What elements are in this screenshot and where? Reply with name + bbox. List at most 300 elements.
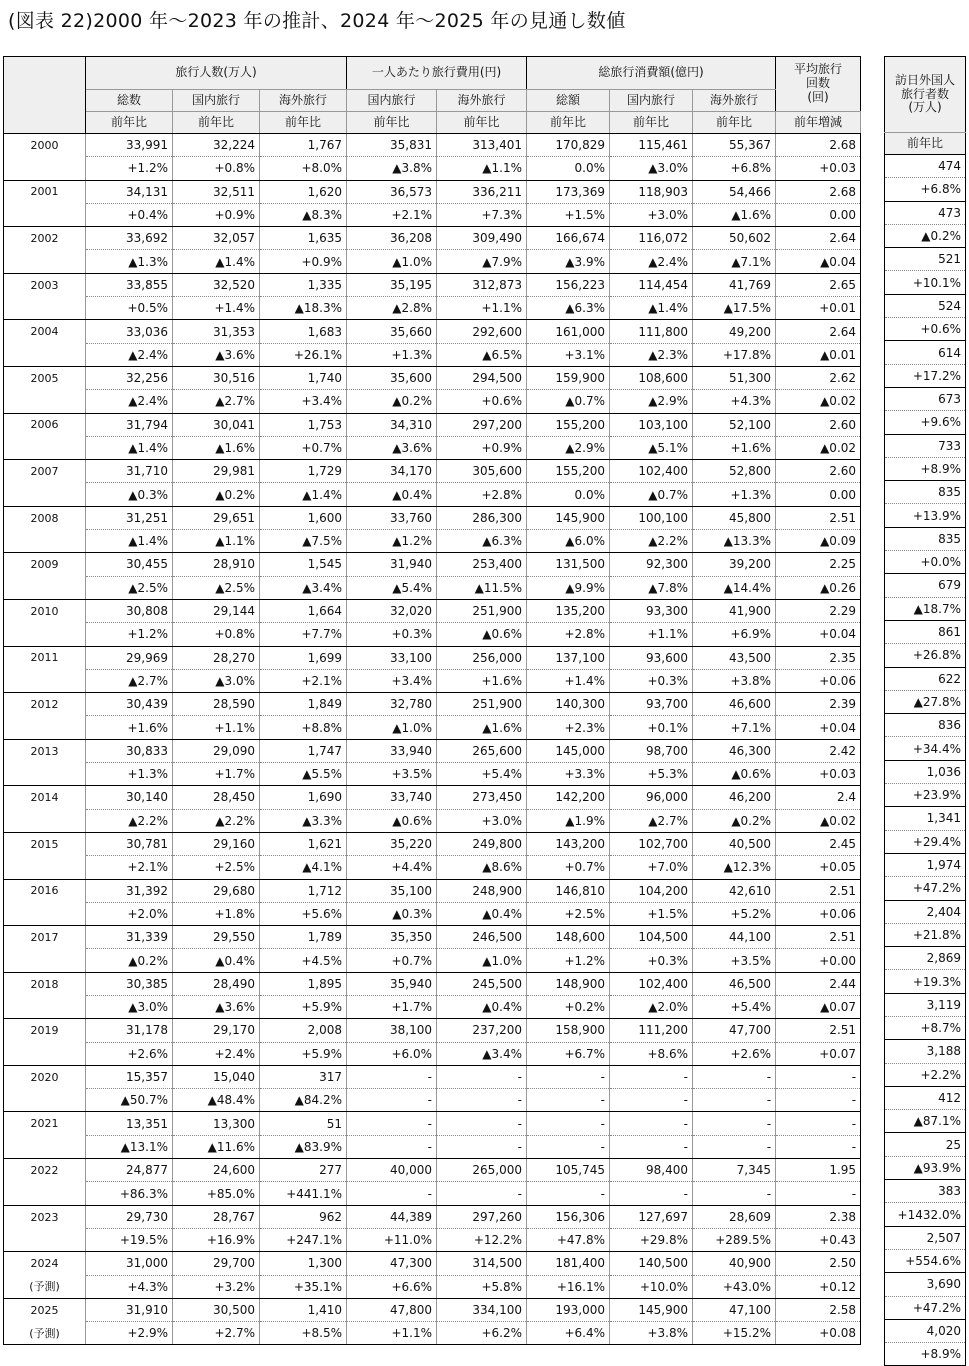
- change-cell: +2.7%: [173, 1322, 260, 1345]
- change-cell: +16.9%: [173, 1228, 260, 1251]
- change-cell: ▲2.9%: [527, 436, 610, 459]
- change-cell: +3.5%: [693, 949, 776, 972]
- value-cell: 36,573: [347, 180, 437, 203]
- change-cell: +4.4%: [347, 856, 437, 879]
- value-cell: 1,767: [260, 134, 347, 157]
- visitors-change-cell: +21.8%: [885, 923, 966, 946]
- visitors-change-cell: ▲93.9%: [885, 1156, 966, 1179]
- value-cell: 24,877: [86, 1159, 173, 1182]
- value-cell: 29,144: [173, 599, 260, 622]
- change-cell: +5.2%: [693, 902, 776, 925]
- value-cell: 1,849: [260, 693, 347, 716]
- change-cell: +35.1%: [260, 1275, 347, 1298]
- value-cell: 2.4: [776, 786, 861, 809]
- visitors-change-cell: ▲0.2%: [885, 224, 966, 247]
- side-row-value: [885, 201, 966, 224]
- visitors-change-cell: +9.6%: [885, 411, 966, 434]
- change-cell: +6.2%: [437, 1322, 527, 1345]
- side-row-value: [885, 993, 966, 1016]
- change-cell: ▲1.3%: [86, 250, 173, 273]
- change-cell: ▲3.6%: [173, 995, 260, 1018]
- value-cell: -: [437, 1065, 527, 1088]
- value-cell: 2.64: [776, 227, 861, 250]
- value-cell: -: [693, 1065, 776, 1088]
- visitors-change-cell: +26.8%: [885, 644, 966, 667]
- value-cell: 49,200: [693, 320, 776, 343]
- value-cell: 104,500: [610, 926, 693, 949]
- change-cell: +1.3%: [693, 483, 776, 506]
- change-cell: ▲0.4%: [437, 902, 527, 925]
- change-cell: +0.7%: [527, 856, 610, 879]
- side-row-value: [885, 574, 966, 597]
- change-cell: +1.1%: [437, 297, 527, 320]
- change-cell: +0.4%: [86, 203, 173, 226]
- year-cell: 2003: [4, 273, 86, 296]
- yoy-header: 前年比: [885, 133, 966, 155]
- value-cell: 33,036: [86, 320, 173, 343]
- value-cell: 51: [260, 1112, 347, 1135]
- table-row-change: [4, 623, 861, 646]
- value-cell: 1,620: [260, 180, 347, 203]
- value-cell: 40,900: [693, 1252, 776, 1275]
- value-cell: 334,100: [437, 1298, 527, 1321]
- change-cell: ▲0.3%: [347, 902, 437, 925]
- change-cell: +7.7%: [260, 623, 347, 646]
- value-cell: -: [776, 1112, 861, 1135]
- change-cell: +0.04: [776, 623, 861, 646]
- side-row-value: [885, 947, 966, 970]
- year-note-cell: [4, 1182, 86, 1205]
- visitors-change-cell: +8.9%: [885, 1343, 966, 1366]
- visitors-change-cell: +0.0%: [885, 551, 966, 574]
- value-cell: 2.35: [776, 646, 861, 669]
- year-note-cell: [4, 436, 86, 459]
- value-cell: 2.60: [776, 413, 861, 436]
- change-cell: ▲3.6%: [347, 436, 437, 459]
- value-cell: 155,200: [527, 413, 610, 436]
- visitors-cell: 836: [885, 714, 966, 737]
- change-cell: ▲5.5%: [260, 763, 347, 786]
- value-cell: 1,545: [260, 553, 347, 576]
- value-cell: 31,910: [86, 1298, 173, 1321]
- change-cell: -: [437, 1182, 527, 1205]
- visitors-cell: 412: [885, 1086, 966, 1109]
- change-cell: ▲5.4%: [347, 576, 437, 599]
- table-row-change: [4, 157, 861, 180]
- value-cell: 314,500: [437, 1252, 527, 1275]
- group-header-total-spending: 総旅行消費額(億円): [527, 57, 776, 90]
- change-cell: +247.1%: [260, 1228, 347, 1251]
- change-cell: ▲4.1%: [260, 856, 347, 879]
- visitors-change-cell: +10.1%: [885, 271, 966, 294]
- value-cell: 145,000: [527, 739, 610, 762]
- value-cell: 265,000: [437, 1159, 527, 1182]
- table-row-value: [4, 273, 861, 296]
- year-note-cell: (予測): [4, 1322, 86, 1345]
- change-cell: ▲0.2%: [693, 809, 776, 832]
- value-cell: 28,910: [173, 553, 260, 576]
- year-cell: 2011: [4, 646, 86, 669]
- value-cell: 30,455: [86, 553, 173, 576]
- value-cell: 46,600: [693, 693, 776, 716]
- change-cell: ▲9.9%: [527, 576, 610, 599]
- year-cell: 2017: [4, 926, 86, 949]
- value-cell: 34,310: [347, 413, 437, 436]
- change-cell: ▲3.4%: [260, 576, 347, 599]
- change-cell: +19.5%: [86, 1228, 173, 1251]
- value-cell: 156,223: [527, 273, 610, 296]
- change-cell: +0.04: [776, 716, 861, 739]
- change-cell: ▲0.2%: [347, 390, 437, 413]
- value-cell: -: [776, 1065, 861, 1088]
- change-cell: +1.6%: [86, 716, 173, 739]
- value-cell: 142,200: [527, 786, 610, 809]
- table-row-change: [4, 995, 861, 1018]
- value-cell: 273,450: [437, 786, 527, 809]
- table-row-value: [4, 599, 861, 622]
- table-row-value: [4, 506, 861, 529]
- table-row-change: [4, 483, 861, 506]
- value-cell: 28,590: [173, 693, 260, 716]
- change-cell: +289.5%: [693, 1228, 776, 1251]
- change-cell: +2.1%: [260, 669, 347, 692]
- change-cell: ▲2.7%: [86, 669, 173, 692]
- change-cell: -: [610, 1089, 693, 1112]
- value-cell: 1,635: [260, 227, 347, 250]
- change-cell: ▲18.3%: [260, 297, 347, 320]
- change-cell: ▲1.4%: [610, 297, 693, 320]
- change-cell: ▲84.2%: [260, 1089, 347, 1112]
- change-cell: +1.7%: [347, 995, 437, 1018]
- change-cell: ▲0.3%: [86, 483, 173, 506]
- table-row-value: [4, 1159, 861, 1182]
- year-note-cell: [4, 669, 86, 692]
- value-cell: 245,500: [437, 972, 527, 995]
- table-row-value: [4, 180, 861, 203]
- change-cell: +2.9%: [86, 1322, 173, 1345]
- value-cell: 54,466: [693, 180, 776, 203]
- visitors-change-cell: +47.2%: [885, 877, 966, 900]
- value-cell: 40,500: [693, 832, 776, 855]
- year-cell: 2015: [4, 832, 86, 855]
- change-cell: +1.8%: [173, 902, 260, 925]
- table-row-change: [4, 1135, 861, 1158]
- change-cell: ▲1.4%: [86, 436, 173, 459]
- value-cell: 38,100: [347, 1019, 437, 1042]
- group-header-travelers: 旅行人数(万人): [86, 57, 347, 90]
- change-cell: +5.8%: [437, 1275, 527, 1298]
- value-cell: 45,800: [693, 506, 776, 529]
- value-cell: 33,940: [347, 739, 437, 762]
- change-cell: +1.4%: [527, 669, 610, 692]
- value-cell: -: [527, 1112, 610, 1135]
- change-cell: ▲0.4%: [347, 483, 437, 506]
- change-cell: -: [527, 1135, 610, 1158]
- side-row-value: [885, 248, 966, 271]
- change-cell: +0.00: [776, 949, 861, 972]
- value-cell: -: [347, 1065, 437, 1088]
- value-cell: 32,780: [347, 693, 437, 716]
- visitors-cell: 679: [885, 574, 966, 597]
- visitors-change-cell: +1432.0%: [885, 1203, 966, 1226]
- side-header: 訪日外国人 旅行者数 (万人): [885, 57, 966, 133]
- change-cell: +16.1%: [527, 1275, 610, 1298]
- change-cell: ▲13.1%: [86, 1135, 173, 1158]
- value-cell: -: [347, 1112, 437, 1135]
- change-cell: 0.00: [776, 203, 861, 226]
- value-cell: 31,392: [86, 879, 173, 902]
- table-row-change: [4, 576, 861, 599]
- sub-header-overseas: 海外旅行: [693, 90, 776, 112]
- value-cell: 35,940: [347, 972, 437, 995]
- side-row-change: [885, 1296, 966, 1319]
- visitors-cell: 25: [885, 1133, 966, 1156]
- year-cell: 2008: [4, 506, 86, 529]
- change-cell: ▲3.0%: [173, 669, 260, 692]
- value-cell: 31,794: [86, 413, 173, 436]
- value-cell: 102,400: [610, 972, 693, 995]
- change-cell: +3.1%: [527, 343, 610, 366]
- yoy-header: 前年比: [527, 112, 610, 134]
- change-cell: ▲6.0%: [527, 530, 610, 553]
- table-row-value: [4, 879, 861, 902]
- value-cell: 156,306: [527, 1205, 610, 1228]
- side-row-change: [885, 1063, 966, 1086]
- value-cell: 173,369: [527, 180, 610, 203]
- visitors-change-cell: +8.7%: [885, 1016, 966, 1039]
- year-note-cell: [4, 203, 86, 226]
- value-cell: 1,729: [260, 460, 347, 483]
- visitors-cell: 4,020: [885, 1319, 966, 1342]
- side-row-value: [885, 481, 966, 504]
- side-row-change: [885, 551, 966, 574]
- value-cell: 96,000: [610, 786, 693, 809]
- change-cell: +2.5%: [173, 856, 260, 879]
- side-row-value: [885, 1133, 966, 1156]
- table-row-value: [4, 646, 861, 669]
- change-cell: ▲0.2%: [173, 483, 260, 506]
- side-row-change: [885, 597, 966, 620]
- change-cell: +1.4%: [173, 297, 260, 320]
- year-note-cell: [4, 995, 86, 1018]
- side-row-change: [885, 1016, 966, 1039]
- value-cell: 41,900: [693, 599, 776, 622]
- value-cell: 33,991: [86, 134, 173, 157]
- change-cell: +0.43: [776, 1228, 861, 1251]
- visitors-cell: 1,036: [885, 760, 966, 783]
- year-cell: 2018: [4, 972, 86, 995]
- change-cell: ▲1.1%: [437, 157, 527, 180]
- stats-table: [3, 56, 861, 1345]
- change-cell: +0.6%: [437, 390, 527, 413]
- side-row-value: [885, 527, 966, 550]
- value-cell: 2.51: [776, 879, 861, 902]
- visitors-cell: 383: [885, 1180, 966, 1203]
- value-cell: 15,357: [86, 1065, 173, 1088]
- side-row-change: [885, 318, 966, 341]
- value-cell: 32,057: [173, 227, 260, 250]
- value-cell: 34,170: [347, 460, 437, 483]
- value-cell: 30,439: [86, 693, 173, 716]
- table-row-value: [4, 739, 861, 762]
- change-cell: ▲14.4%: [693, 576, 776, 599]
- change-cell: +0.05: [776, 856, 861, 879]
- change-cell: ▲3.8%: [347, 157, 437, 180]
- value-cell: 31,251: [86, 506, 173, 529]
- table-row-change: [4, 1182, 861, 1205]
- side-row-value: [885, 853, 966, 876]
- year-note-cell: [4, 809, 86, 832]
- value-cell: 31,710: [86, 460, 173, 483]
- change-cell: +1.3%: [86, 763, 173, 786]
- visitors-cell: 3,188: [885, 1040, 966, 1063]
- side-row-change: [885, 1249, 966, 1272]
- change-cell: ▲0.4%: [437, 995, 527, 1018]
- change-cell: +1.1%: [610, 623, 693, 646]
- change-cell: +4.5%: [260, 949, 347, 972]
- value-cell: 28,270: [173, 646, 260, 669]
- side-row-change: [885, 1110, 966, 1133]
- visitors-cell: 2,869: [885, 947, 966, 970]
- value-cell: 7,345: [693, 1159, 776, 1182]
- change-cell: +2.8%: [527, 623, 610, 646]
- change-cell: +10.0%: [610, 1275, 693, 1298]
- change-cell: +1.7%: [173, 763, 260, 786]
- table-row-value: [4, 1298, 861, 1321]
- value-cell: 145,900: [527, 506, 610, 529]
- year-note-cell: (予測): [4, 1275, 86, 1298]
- table-row-value: [4, 972, 861, 995]
- year-note-cell: [4, 623, 86, 646]
- year-note-cell: [4, 716, 86, 739]
- sub-header-domestic: 国内旅行: [173, 90, 260, 112]
- value-cell: 98,700: [610, 739, 693, 762]
- value-cell: 41,769: [693, 273, 776, 296]
- change-cell: +0.03: [776, 157, 861, 180]
- value-cell: 148,900: [527, 972, 610, 995]
- change-cell: +0.9%: [437, 436, 527, 459]
- value-cell: 118,903: [610, 180, 693, 203]
- value-cell: 256,000: [437, 646, 527, 669]
- change-cell: ▲1.9%: [527, 809, 610, 832]
- change-cell: +0.1%: [610, 716, 693, 739]
- value-cell: 265,600: [437, 739, 527, 762]
- value-cell: 46,500: [693, 972, 776, 995]
- year-cell: 2021: [4, 1112, 86, 1135]
- value-cell: 92,300: [610, 553, 693, 576]
- value-cell: 2.42: [776, 739, 861, 762]
- yoy-header: 前年比: [173, 112, 260, 134]
- value-cell: 181,400: [527, 1252, 610, 1275]
- change-cell: +0.12: [776, 1275, 861, 1298]
- value-cell: 35,600: [347, 366, 437, 389]
- visitors-change-cell: +13.9%: [885, 504, 966, 527]
- side-row-value: [885, 1180, 966, 1203]
- table-row-change: [4, 902, 861, 925]
- value-cell: 33,100: [347, 646, 437, 669]
- change-cell: +1.2%: [86, 623, 173, 646]
- side-row-change: [885, 224, 966, 247]
- year-cell: 2010: [4, 599, 86, 622]
- year-cell: 2009: [4, 553, 86, 576]
- change-cell: +5.6%: [260, 902, 347, 925]
- visitors-change-cell: +23.9%: [885, 784, 966, 807]
- change-cell: +0.8%: [173, 623, 260, 646]
- change-cell: ▲0.6%: [437, 623, 527, 646]
- change-cell: -: [437, 1135, 527, 1158]
- change-cell: ▲2.7%: [173, 390, 260, 413]
- change-cell: +6.7%: [527, 1042, 610, 1065]
- year-cell: 2022: [4, 1159, 86, 1182]
- change-cell: ▲11.5%: [437, 576, 527, 599]
- year-note-cell: [4, 250, 86, 273]
- table-row-value: [4, 832, 861, 855]
- value-cell: 114,454: [610, 273, 693, 296]
- value-cell: 127,697: [610, 1205, 693, 1228]
- change-cell: +0.7%: [347, 949, 437, 972]
- change-cell: +1.1%: [173, 716, 260, 739]
- change-cell: ▲2.5%: [86, 576, 173, 599]
- value-cell: 102,700: [610, 832, 693, 855]
- change-cell: +2.5%: [527, 902, 610, 925]
- visitors-change-cell: +6.8%: [885, 178, 966, 201]
- change-cell: +12.2%: [437, 1228, 527, 1251]
- value-cell: 2.62: [776, 366, 861, 389]
- value-cell: 98,400: [610, 1159, 693, 1182]
- value-cell: 13,351: [86, 1112, 173, 1135]
- change-cell: +3.8%: [610, 1322, 693, 1345]
- change-cell: ▲0.2%: [86, 949, 173, 972]
- table-row-change: [4, 1228, 861, 1251]
- change-cell: ▲1.4%: [173, 250, 260, 273]
- value-cell: 166,674: [527, 227, 610, 250]
- corner-cell: [4, 57, 86, 134]
- table-row-value: [4, 460, 861, 483]
- table-row-change: [4, 763, 861, 786]
- value-cell: 286,300: [437, 506, 527, 529]
- change-cell: +2.1%: [347, 203, 437, 226]
- year-note-cell: [4, 949, 86, 972]
- table-row-value: [4, 693, 861, 716]
- change-cell: +85.0%: [173, 1182, 260, 1205]
- value-cell: 47,800: [347, 1298, 437, 1321]
- change-cell: +1.3%: [347, 343, 437, 366]
- change-cell: +7.0%: [610, 856, 693, 879]
- table-row-change: [4, 530, 861, 553]
- value-cell: 30,833: [86, 739, 173, 762]
- value-cell: 1,740: [260, 366, 347, 389]
- visitors-cell: 474: [885, 155, 966, 178]
- value-cell: 143,200: [527, 832, 610, 855]
- visitors-change-cell: ▲27.8%: [885, 690, 966, 713]
- value-cell: 43,500: [693, 646, 776, 669]
- change-cell: +0.9%: [260, 250, 347, 273]
- change-cell: ▲0.26: [776, 576, 861, 599]
- change-cell: +3.8%: [693, 669, 776, 692]
- value-cell: 148,600: [527, 926, 610, 949]
- year-cell: 2001: [4, 180, 86, 203]
- change-cell: ▲7.1%: [693, 250, 776, 273]
- value-cell: 46,200: [693, 786, 776, 809]
- value-cell: 145,900: [610, 1298, 693, 1321]
- visitors-change-cell: +554.6%: [885, 1249, 966, 1272]
- change-cell: +0.07: [776, 1042, 861, 1065]
- table-row-value: [4, 227, 861, 250]
- side-row-change: [885, 1343, 966, 1366]
- value-cell: 1,335: [260, 273, 347, 296]
- change-cell: +2.1%: [86, 856, 173, 879]
- value-cell: 28,609: [693, 1205, 776, 1228]
